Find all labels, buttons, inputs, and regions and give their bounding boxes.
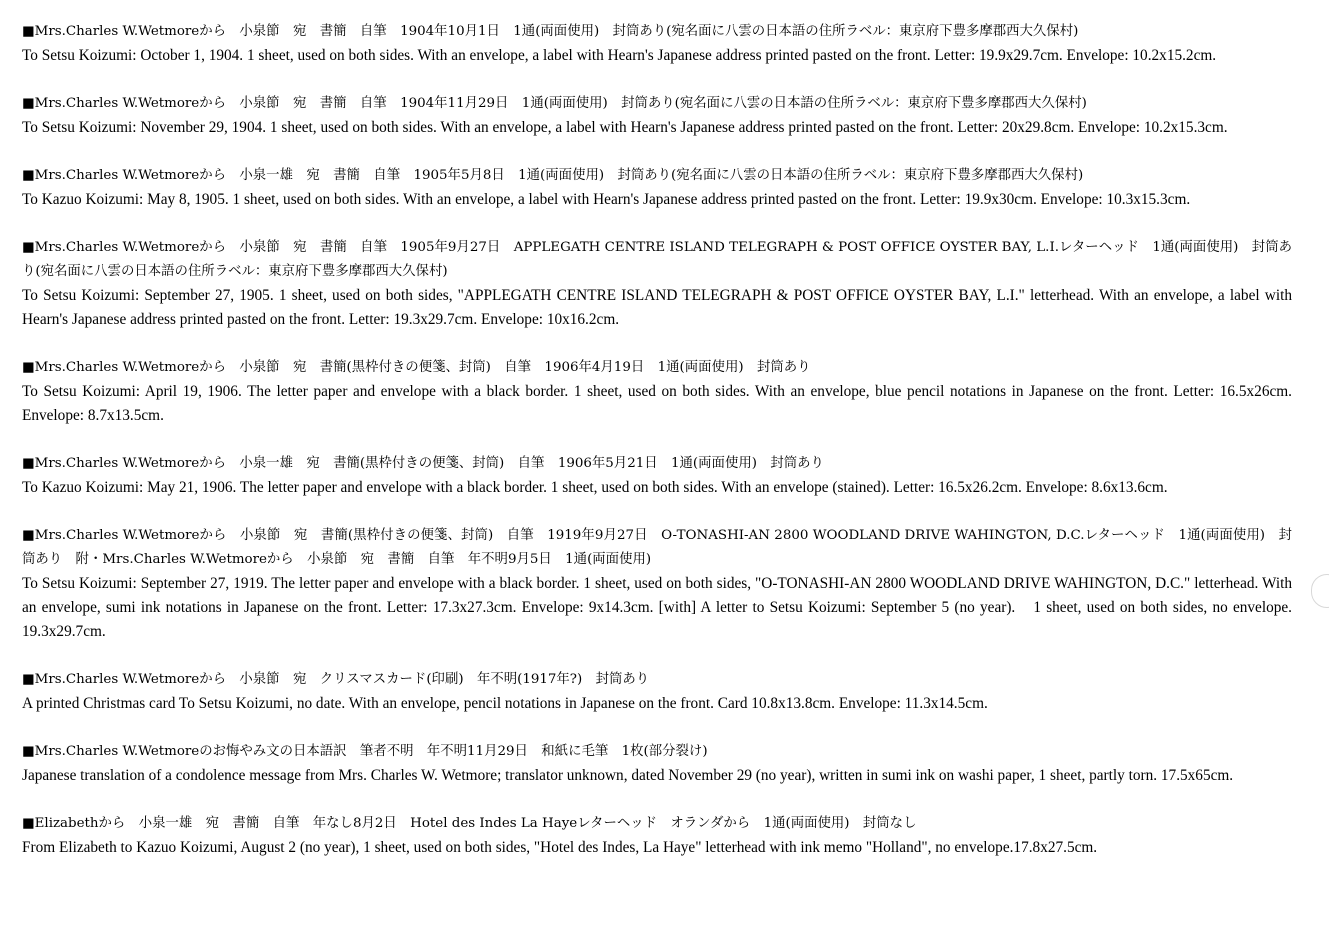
catalog-entry — [22, 668, 1292, 716]
entry-english-description: To Setsu Koizumi: April 19, 1906. The letter paper and envelope with a black border. 1 sheet, used on both sides. With an envelope, blue pencil notations in Japanese on the front. Letter: 16.5x26cm. Envelope: 8.7x13.5cm. — [22, 383, 1292, 424]
catalog-entry — [22, 20, 1292, 68]
catalog-entry — [22, 452, 1292, 500]
entry-english-description: To Kazuo Koizumi: May 21, 1906. The letter paper and envelope with a black border. 1 sheet, used on both sides. With an envelope (stained). Letter: 16.5x26.2cm. Envelope: 8.6x13.6cm. — [22, 479, 1168, 496]
entry-japanese-description: ■Mrs.Charles W.Wetmoreから 小泉節 宛 書簡 自筆 1905年9月27日 APPLEGATH CENTRE ISLAND TELEGRAPH & POST OFFICE OYSTER BAY, L.I.レターヘッド 1通(両面使用) 封筒あり(宛名面に八雲の日本語の住所ラベル：東京府下豊多摩郡西大久保村) — [22, 240, 1292, 279]
entry-japanese-description: ■Mrs.Charles W.Wetmoreから 小泉節 宛 書簡(黒枠付きの便箋、封筒) 自筆 1906年4月19日 1通(両面使用) 封筒あり — [22, 360, 811, 375]
entry-english-description: To Kazuo Koizumi: May 8, 1905. 1 sheet, used on both sides. With an envelope, a label with Hearn's Japanese address printed pasted on the front. Letter: 19.9x30cm. Envelope: 10.3x15.3cm. — [22, 191, 1191, 208]
scroll-to-top-button[interactable] — [1311, 574, 1329, 608]
entry-japanese-description: ■Mrs.Charles W.Wetmoreから 小泉節 宛 クリスマスカード(印刷) 年不明(1917年?) 封筒あり — [22, 672, 650, 687]
catalog-entry — [22, 164, 1292, 212]
entry-japanese-description: ■Mrs.Charles W.Wetmoreから 小泉節 宛 書簡 自筆 1904年10月1日 1通(両面使用) 封筒あり(宛名面に八雲の日本語の住所ラベル：東京府下豊多摩郡西大久保村) — [22, 24, 1079, 39]
entry-japanese-description: ■Mrs.Charles W.Wetmoreから 小泉節 宛 書簡 自筆 1904年11月29日 1通(両面使用) 封筒あり(宛名面に八雲の日本語の住所ラベル：東京府下豊多摩郡西大久保村) — [22, 96, 1087, 111]
entry-japanese-description: ■Mrs.Charles W.Wetmoreから 小泉節 宛 書簡(黒枠付きの便箋、封筒) 自筆 1919年9月27日 O-TONASHI-AN 2800 WOODLAND DRIVE WAHINGTON, D.C.レターヘッド 1通(両面使用) 封筒あり 附・Mrs.Charles W.Wetmoreから 小泉節 宛 書簡 自筆 年不明9月5日 1通(両面使用) — [22, 528, 1292, 567]
entry-japanese-description: ■Elizabethから 小泉一雄 宛 書簡 自筆 年なし8月2日 Hotel des Indes La Hayeレターヘッド オランダから 1通(両面使用) 封筒なし — [22, 816, 917, 831]
entry-japanese-description: ■Mrs.Charles W.Wetmoreから 小泉一雄 宛 書簡 自筆 1905年5月8日 1通(両面使用) 封筒あり(宛名面に八雲の日本語の住所ラベル：東京府下豊多摩郡西大久保村) — [22, 168, 1084, 183]
entry-english-description: To Setsu Koizumi: September 27, 1905. 1 sheet, used on both sides, "APPLEGATH CENTRE ISLAND TELEGRAPH & POST OFFICE OYSTER BAY, L.I." letterhead. With an envelope, a label with Hearn's Japanese address printed pasted on the front. Letter: 19.3x29.7cm. Envelope: 10x16.2cm. — [22, 287, 1292, 328]
catalog-list — [22, 20, 1292, 884]
catalog-entry — [22, 812, 1292, 860]
entry-english-description: To Setsu Koizumi: November 29, 1904. 1 sheet, used on both sides. With an envelope, a label with Hearn's Japanese address printed pasted on the front. Letter: 20x29.8cm. Envelope: 10.2x15.3cm. — [22, 119, 1228, 136]
catalog-entry — [22, 356, 1292, 428]
catalog-entry — [22, 92, 1292, 140]
entry-english-description: From Elizabeth to Kazuo Koizumi, August 2 (no year), 1 sheet, used on both sides, "Hotel des Indes, La Haye" letterhead with ink memo "Holland", no envelope.17.8x27.5cm. — [22, 839, 1098, 856]
entry-english-description: A printed Christmas card To Setsu Koizumi, no date. With an envelope, pencil notations in Japanese on the front. Card 10.8x13.8cm. Envelope: 11.3x14.5cm. — [22, 695, 988, 712]
entry-english-description: Japanese translation of a condolence message from Mrs. Charles W. Wetmore; translator unknown, dated November 29 (no year), written in sumi ink on washi paper, 1 sheet, partly torn. 17.5x65cm. — [22, 767, 1234, 784]
entry-english-description: To Setsu Koizumi: September 27, 1919. The letter paper and envelope with a black border. 1 sheet, used on both sides, "O-TONASHI-AN 2800 WOODLAND DRIVE WAHINGTON, D.C." letterhead. With an envelope, sumi ink notations in Japanese on the front. Letter: 17.3x27.3cm. Envelope: 9x14.3cm. [with] A letter to Setsu Koizumi: September 5 (no year). 1 sheet, used on both sides, no envelope. 19.3x29.7cm. — [22, 575, 1292, 640]
catalog-entry — [22, 236, 1292, 332]
catalog-entry — [22, 740, 1292, 788]
catalog-entry — [22, 524, 1292, 644]
entry-japanese-description: ■Mrs.Charles W.Wetmoreから 小泉一雄 宛 書簡(黒枠付きの便箋、封筒) 自筆 1906年5月21日 1通(両面使用) 封筒あり — [22, 456, 824, 471]
entry-japanese-description: ■Mrs.Charles W.Wetmoreのお悔やみ文の日本語訳 筆者不明 年不明11月29日 和紙に毛筆 1枚(部分裂け) — [22, 744, 708, 759]
entry-english-description: To Setsu Koizumi: October 1, 1904. 1 sheet, used on both sides. With an envelope, a label with Hearn's Japanese address printed pasted on the front. Letter: 19.9x29.7cm. Envelope: 10.2x15.2cm. — [22, 47, 1217, 64]
